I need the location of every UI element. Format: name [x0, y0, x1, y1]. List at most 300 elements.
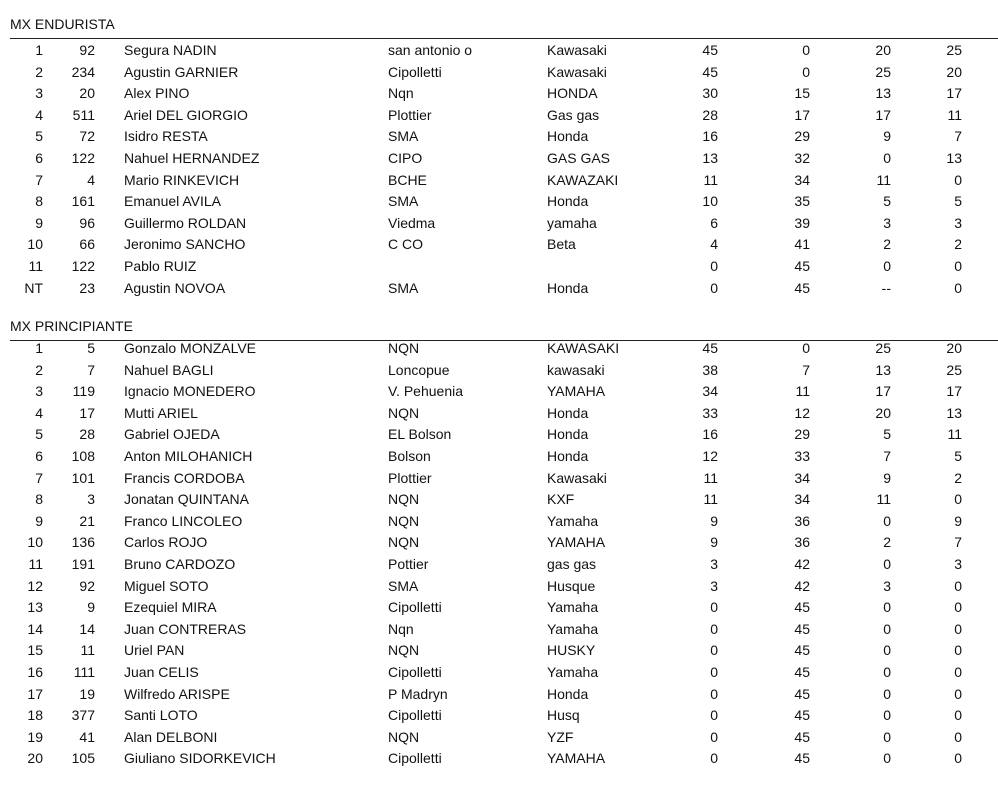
rider-number: 23 [79, 279, 95, 296]
rider-position: 5 [35, 426, 43, 443]
rider-name: Nahuel BAGLI [124, 361, 214, 378]
points-total: 45 [702, 63, 718, 80]
race-2-points: 7 [954, 128, 962, 145]
table-row [0, 381, 998, 403]
rider-city: P Madryn [388, 685, 448, 702]
rider-position: 11 [28, 257, 43, 274]
points-total: 0 [710, 599, 718, 616]
race-2-points: 0 [954, 728, 962, 745]
points-total: 3 [710, 555, 718, 572]
rider-city: V. Pehuenia [388, 383, 463, 400]
rider-name: Pablo RUIZ [124, 257, 197, 274]
points-gap: 45 [794, 642, 810, 659]
rider-position: 4 [35, 404, 43, 421]
rider-brand: Honda [547, 426, 589, 443]
rider-brand: HONDA [547, 85, 598, 102]
rider-position: 2 [35, 361, 43, 378]
table-row [0, 213, 998, 235]
race-2-points: 5 [954, 447, 962, 464]
points-gap: 0 [802, 42, 810, 58]
rider-brand: gas gas [547, 555, 597, 572]
race-1-points: 0 [883, 642, 891, 659]
rider-brand: Honda [547, 404, 589, 421]
rider-number: 122 [71, 257, 95, 274]
rider-brand: Honda [547, 685, 589, 702]
rider-name: Gonzalo MONZALVE [124, 340, 257, 356]
race-1-points: 0 [883, 257, 891, 274]
rider-position: 7 [35, 171, 43, 188]
table-row [0, 511, 998, 533]
rider-city: SMA [388, 128, 419, 145]
points-total: 0 [710, 257, 718, 274]
rider-brand: YAMAHA [547, 383, 606, 400]
points-gap: 39 [794, 214, 810, 231]
table-row [0, 554, 998, 576]
rider-city: NQN [388, 728, 420, 745]
rider-brand: kawasaki [547, 361, 605, 378]
points-total: 0 [710, 642, 718, 659]
rider-number: 14 [79, 620, 95, 637]
rider-position: 17 [27, 685, 43, 702]
points-gap: 41 [794, 236, 810, 253]
race-1-points: 17 [875, 106, 891, 123]
rider-city: NQN [388, 534, 420, 551]
race-1-points: 0 [883, 599, 891, 616]
race-2-points: 20 [946, 63, 962, 80]
race-1-points: 5 [883, 193, 891, 210]
rider-city: Pottier [388, 555, 429, 572]
race-2-points: 0 [954, 642, 962, 659]
table-row [0, 191, 998, 213]
race-1-points: 20 [875, 42, 891, 58]
rider-brand: Yamaha [547, 620, 599, 637]
race-2-points: 17 [946, 85, 962, 102]
rider-position: 3 [35, 383, 43, 400]
rider-name: Agustin NOVOA [124, 279, 226, 296]
rider-position: 13 [27, 599, 43, 616]
points-gap: 42 [794, 555, 810, 572]
points-gap: 45 [794, 728, 810, 745]
race-2-points: 2 [954, 236, 962, 253]
race-2-points: 0 [954, 620, 962, 637]
rider-brand: Husque [547, 577, 596, 594]
rider-brand: KXF [547, 491, 575, 508]
rider-number: 3 [87, 491, 95, 508]
rider-brand: KAWASAKI [547, 340, 620, 356]
rider-number: 511 [72, 106, 95, 123]
table-row [0, 640, 998, 662]
rider-number: 21 [79, 512, 95, 529]
race-2-points: 0 [954, 663, 962, 680]
rider-position: 1 [35, 340, 43, 356]
race-2-points: 0 [954, 707, 962, 724]
race-1-points: 7 [883, 447, 891, 464]
rider-position: 5 [35, 128, 43, 145]
rider-number: 96 [79, 214, 95, 231]
rider-position: 18 [27, 707, 43, 724]
points-gap: 15 [794, 85, 810, 102]
race-1-points: 25 [875, 63, 891, 80]
rider-city: Plottier [388, 469, 432, 486]
race-1-points: 3 [883, 214, 891, 231]
race-2-points: 5 [954, 193, 962, 210]
rider-name: Ezequiel MIRA [124, 599, 217, 616]
rider-name: Franco LINCOLEO [124, 512, 243, 529]
rider-number: 234 [71, 63, 95, 80]
points-gap: 29 [794, 426, 810, 443]
points-gap: 17 [794, 106, 810, 123]
rider-brand: HUSKY [547, 642, 596, 659]
rider-name: Isidro RESTA [124, 128, 208, 145]
rider-city: SMA [388, 577, 419, 594]
rider-brand: Honda [547, 447, 589, 464]
table-row [0, 468, 998, 490]
race-1-points: 0 [883, 685, 891, 702]
rider-name: Gabriel OJEDA [124, 426, 220, 443]
race-2-points: 25 [946, 361, 962, 378]
rider-brand: Kawasaki [547, 469, 607, 486]
points-gap: 29 [794, 128, 810, 145]
rider-name: Uriel PAN [124, 642, 185, 659]
table-row [0, 727, 998, 749]
race-2-points: 0 [954, 577, 962, 594]
rider-name: Jeronimo SANCHO [124, 236, 246, 253]
rider-city: SMA [388, 193, 419, 210]
rider-position: 8 [35, 193, 43, 210]
rider-number: 28 [79, 426, 95, 443]
rider-name: Wilfredo ARISPE [124, 685, 230, 702]
race-2-points: 3 [954, 214, 962, 231]
rider-number: 11 [80, 642, 95, 659]
rider-number: 5 [87, 340, 95, 356]
points-total: 11 [703, 171, 718, 188]
race-2-points: 13 [946, 404, 962, 421]
race-2-points: 0 [954, 491, 962, 508]
race-1-points: 9 [883, 469, 891, 486]
race-2-points: 0 [954, 257, 962, 274]
race-2-points: 11 [947, 426, 962, 443]
rider-position: 7 [35, 469, 43, 486]
table-row [0, 40, 998, 62]
rider-position: 4 [35, 106, 43, 123]
rider-number: 72 [79, 128, 95, 145]
points-gap: 45 [794, 750, 810, 767]
race-1-points: 17 [875, 383, 891, 400]
rider-name: Guillermo ROLDAN [124, 214, 247, 231]
rider-brand: Kawasaki [547, 42, 607, 58]
race-2-points: 7 [954, 534, 962, 551]
rider-city: Cipolletti [388, 63, 442, 80]
rider-number: 19 [79, 685, 95, 702]
race-2-points: 0 [954, 599, 962, 616]
table-row [0, 62, 998, 84]
race-2-points: 2 [954, 469, 962, 486]
race-1-points: 25 [875, 340, 891, 356]
rider-name: Francis CORDOBA [124, 469, 245, 486]
rider-brand: Kawasaki [547, 63, 607, 80]
points-gap: 45 [794, 257, 810, 274]
rider-number: 7 [87, 361, 95, 378]
rider-name: Alex PINO [124, 85, 190, 102]
race-1-points: -- [881, 279, 891, 296]
rider-number: 111 [73, 663, 95, 680]
points-total: 9 [710, 512, 718, 529]
rider-position: 9 [35, 512, 43, 529]
rider-number: 20 [79, 85, 95, 102]
rider-city: EL Bolson [388, 426, 452, 443]
points-total: 4 [710, 236, 718, 253]
results-table [0, 40, 998, 299]
rider-position: 12 [27, 577, 43, 594]
rider-name: Anton MILOHANICH [124, 447, 253, 464]
points-gap: 45 [794, 707, 810, 724]
rider-number: 92 [79, 42, 95, 58]
race-1-points: 20 [875, 404, 891, 421]
points-gap: 11 [795, 383, 810, 400]
race-1-points: 0 [883, 149, 891, 166]
points-gap: 32 [794, 149, 810, 166]
points-gap: 35 [794, 193, 810, 210]
points-total: 33 [702, 404, 718, 421]
table-row [0, 576, 998, 598]
rider-position: 16 [27, 663, 43, 680]
points-gap: 34 [794, 171, 810, 188]
points-total: 11 [703, 469, 718, 486]
rider-name: Nahuel HERNANDEZ [124, 149, 260, 166]
rider-number: 377 [71, 707, 95, 724]
rider-number: 191 [71, 555, 95, 572]
table-row [0, 748, 998, 770]
rider-number: 119 [72, 383, 95, 400]
rider-brand: Husq [547, 707, 580, 724]
race-1-points: 5 [883, 426, 891, 443]
race-1-points: 0 [883, 620, 891, 637]
rider-position: 15 [27, 642, 43, 659]
points-total: 0 [710, 707, 718, 724]
rider-name: Ariel DEL GIORGIO [124, 106, 248, 123]
rider-number: 92 [79, 577, 95, 594]
points-total: 16 [702, 426, 718, 443]
table-row [0, 446, 998, 468]
points-gap: 34 [794, 491, 810, 508]
points-total: 45 [702, 42, 718, 58]
rider-name: Carlos ROJO [124, 534, 208, 551]
race-1-points: 13 [875, 85, 891, 102]
rider-number: 9 [87, 599, 95, 616]
rider-city: BCHE [388, 171, 427, 188]
rider-name: Ignacio MONEDERO [124, 383, 256, 400]
rider-position: 11 [28, 555, 43, 572]
rider-city: Bolson [388, 447, 431, 464]
rider-city: NQN [388, 340, 420, 356]
rider-city: Plottier [388, 106, 432, 123]
table-row [0, 256, 998, 278]
points-gap: 12 [794, 404, 810, 421]
race-1-points: 2 [883, 534, 891, 551]
table-row [0, 105, 998, 127]
table-row [0, 597, 998, 619]
rider-city: NQN [388, 512, 420, 529]
points-gap: 0 [802, 63, 810, 80]
rider-name: Giuliano SIDORKEVICH [124, 750, 276, 767]
rider-brand: YAMAHA [547, 534, 606, 551]
race-2-points: 20 [946, 340, 962, 356]
race-2-points: 0 [954, 685, 962, 702]
section-title: MX ENDURISTA [10, 16, 115, 32]
race-1-points: 13 [875, 361, 891, 378]
rider-brand: Honda [547, 128, 589, 145]
race-2-points: 9 [954, 512, 962, 529]
rider-name: Jonatan QUINTANA [124, 491, 250, 508]
race-2-points: 0 [954, 279, 962, 296]
table-row [0, 705, 998, 727]
points-gap: 42 [794, 577, 810, 594]
points-total: 13 [702, 149, 718, 166]
rider-position: 2 [35, 63, 43, 80]
rider-position: 6 [35, 447, 43, 464]
rider-city: Nqn [388, 620, 414, 637]
points-total: 30 [702, 85, 718, 102]
points-total: 0 [710, 663, 718, 680]
race-2-points: 17 [946, 383, 962, 400]
rider-brand: Honda [547, 279, 589, 296]
points-gap: 0 [802, 340, 810, 356]
rider-name: Santi LOTO [124, 707, 198, 724]
rider-name: Segura NADIN [124, 42, 217, 58]
rider-city: Cipolletti [388, 707, 442, 724]
rider-name: Juan CONTRERAS [124, 620, 247, 637]
rider-number: 41 [79, 728, 95, 745]
rider-position: 8 [35, 491, 43, 508]
rider-number: 136 [71, 534, 95, 551]
rider-name: Agustin GARNIER [124, 63, 239, 80]
rider-brand: YZF [547, 728, 574, 745]
rider-position: 20 [27, 750, 43, 767]
rider-brand: yamaha [547, 214, 597, 231]
points-gap: 45 [794, 685, 810, 702]
points-gap: 36 [794, 534, 810, 551]
rider-city: C CO [388, 236, 423, 253]
rider-position: NT [24, 279, 43, 296]
race-2-points: 11 [947, 106, 962, 123]
table-row [0, 126, 998, 148]
points-gap: 45 [794, 663, 810, 680]
points-total: 0 [710, 750, 718, 767]
table-row [0, 532, 998, 554]
rider-name: Juan CELIS [124, 663, 199, 680]
points-total: 6 [710, 214, 718, 231]
race-1-points: 0 [883, 663, 891, 680]
table-row [0, 489, 998, 511]
rider-name: Mario RINKEVICH [124, 171, 240, 188]
points-gap: 7 [802, 361, 810, 378]
points-total: 11 [703, 491, 718, 508]
points-total: 3 [710, 577, 718, 594]
table-row [0, 424, 998, 446]
rider-city: Cipolletti [388, 663, 442, 680]
points-total: 38 [702, 361, 718, 378]
rider-position: 19 [27, 728, 43, 745]
rider-city: NQN [388, 642, 420, 659]
table-row [0, 278, 998, 300]
rider-city: Cipolletti [388, 599, 442, 616]
rider-position: 1 [35, 42, 43, 58]
points-total: 12 [702, 447, 718, 464]
points-gap: 36 [794, 512, 810, 529]
results-table [0, 338, 998, 770]
points-gap: 45 [794, 279, 810, 296]
race-2-points: 0 [954, 171, 962, 188]
rider-brand: Yamaha [547, 512, 599, 529]
race-1-points: 9 [883, 128, 891, 145]
rider-brand: GAS GAS [547, 149, 611, 166]
points-total: 0 [710, 728, 718, 745]
rider-brand: Yamaha [547, 663, 599, 680]
race-1-points: 11 [876, 171, 891, 188]
rider-name: Bruno CARDOZO [124, 555, 236, 572]
rider-city: NQN [388, 404, 420, 421]
rider-position: 10 [27, 236, 43, 253]
race-1-points: 0 [883, 707, 891, 724]
rider-city: CIPO [388, 149, 423, 166]
rider-brand: Beta [547, 236, 576, 253]
rider-name: Miguel SOTO [124, 577, 209, 594]
section-divider [10, 38, 998, 39]
race-2-points: 0 [954, 750, 962, 767]
table-row [0, 338, 998, 360]
points-total: 0 [710, 279, 718, 296]
race-1-points: 2 [883, 236, 891, 253]
rider-city: Viedma [388, 214, 436, 231]
rider-position: 9 [35, 214, 43, 231]
points-total: 16 [702, 128, 718, 145]
rider-brand: Yamaha [547, 599, 599, 616]
points-total: 9 [710, 534, 718, 551]
rider-city: NQN [388, 491, 420, 508]
table-row [0, 148, 998, 170]
table-row [0, 403, 998, 425]
section-title: MX PRINCIPIANTE [10, 318, 133, 334]
rider-number: 101 [71, 469, 95, 486]
points-total: 28 [702, 106, 718, 123]
points-total: 45 [702, 340, 718, 356]
rider-city: Loncopue [388, 361, 450, 378]
table-row [0, 170, 998, 192]
points-gap: 34 [794, 469, 810, 486]
rider-brand: Honda [547, 193, 589, 210]
rider-number: 122 [71, 149, 95, 166]
rider-number: 108 [71, 447, 95, 464]
rider-position: 14 [27, 620, 43, 637]
rider-number: 161 [71, 193, 95, 210]
rider-city: Cipolletti [388, 750, 442, 767]
table-row [0, 83, 998, 105]
race-2-points: 25 [946, 42, 962, 58]
rider-position: 6 [35, 149, 43, 166]
table-row [0, 684, 998, 706]
rider-name: Mutti ARIEL [124, 404, 198, 421]
points-total: 34 [702, 383, 718, 400]
table-row [0, 662, 998, 684]
table-row [0, 360, 998, 382]
race-1-points: 0 [883, 750, 891, 767]
points-gap: 45 [794, 599, 810, 616]
points-gap: 33 [794, 447, 810, 464]
rider-city: Nqn [388, 85, 414, 102]
rider-number: 17 [79, 404, 95, 421]
rider-name: Alan DELBONI [124, 728, 218, 745]
rider-brand: Gas gas [547, 106, 600, 123]
